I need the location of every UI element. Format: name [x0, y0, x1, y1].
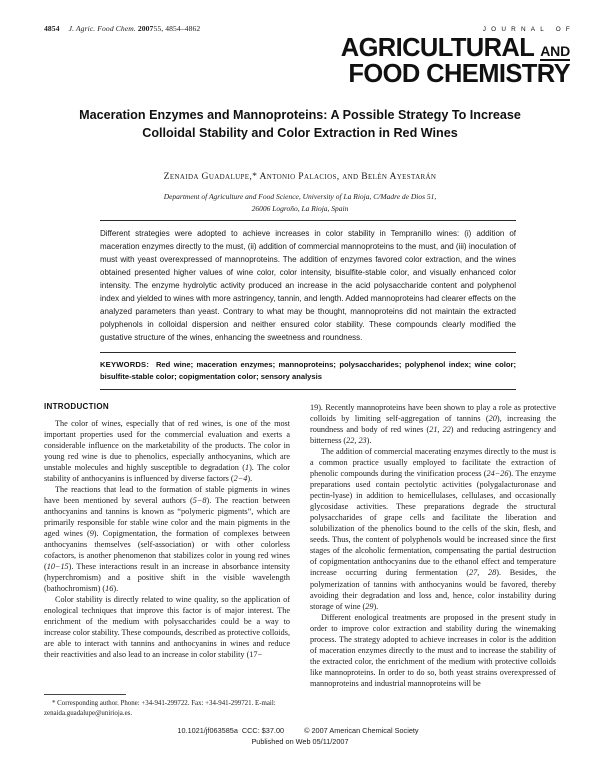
- footnote-text: * Corresponding author. Phone: +34-941-299722. Fax: +34-941-299721. E-mail: zenaida.guadalupe@unirioja.es.: [44, 700, 276, 717]
- affiliation: [90, 191, 510, 214]
- journal-pages: 4854–4862: [165, 24, 201, 33]
- journal-name: J. Agric. Food Chem.: [68, 24, 136, 33]
- journal-logo: [340, 26, 575, 88]
- doi-line: [0, 726, 600, 737]
- section-heading-introduction: INTRODUCTION: [44, 402, 109, 411]
- keywords-label: KEYWORDS:: [100, 359, 150, 369]
- ccc-price: CCC: $37.00: [241, 726, 285, 735]
- copyright: © 2007 American Chemical Society: [304, 726, 419, 735]
- keywords: [100, 359, 516, 383]
- abstract-rule-top: [100, 220, 516, 221]
- logo-line-2: FOOD CHEMISTRY: [348, 60, 570, 88]
- abstract-block: [100, 220, 516, 390]
- logo-and: AND: [540, 43, 570, 59]
- paragraph: The color of wines, especially that of red wines, is one of the most important properties used for the commercial evaluation and exerts a considerable influence on the marketability of the products. The color in young red wine is due to phenolics, especially anthocyanins, which are unstable molecules and highly susceptible to degradation (1). The color stability of anthocyanins is influenced by diverse factors (2−4).: [44, 418, 290, 483]
- corresponding-author-footnote: [44, 694, 290, 718]
- paragraph: Color stability is directly related to wine quality, so the application of enological techniques that improve this factor is of major interest. The enrichment of the medium with polysaccharides could be a way to increase color stability. These compounds, described as protective colloids, are able to interact with tannins and anthocyanins in wines and reduce their reactivities and also lead to an increase in color stability (17−: [44, 595, 291, 660]
- paragraph: 19). Recently mannoproteins have been shown to play a role as protective colloids by limiting self-aggregation of tannins (20), increasing the roundness and body of red wines (21, 22) and reducing astringency and bitterness (22, 23).: [310, 403, 557, 446]
- abstract-text: Different strategies were adopted to achieve increases in color stability in Tempranillo wines: (i) addition of maceration enzymes directly to the must, (ii) addition of commercial mannoproteins to the must, and (iii) inoculation of must with yeast overexpressed of mannoproteins. The addition of enzymes favored color extraction, and the wines obtained presented higher values of wine color, color intensity, bisulfite-stable color, and visually enhanced color intensity. The enzyme hydrolytic activity produced an increase in the acid polysaccharide content and polyphenol index and yielded to wines with more astringency, tannin, and length. Added mannoproteins had clearer effects on the analyzed parameters than yeast. Contrary to what may be thought, mannoproteins did not maintain the extracted polyphenols in colloidal dispersion and neither ensured color stability. These compounds clearly modified the gustative structure of the wines, enhancing the sweetness and roundness.: [100, 229, 516, 342]
- paragraph: The reactions that lead to the formation of stable pigments in wines have been mentioned by several authors (5−8). The reaction between anthocyanins and tannins is known as “polymeric pigments”, which are primarily responsible for stable wine color and the main pigments in the aged wines (9). Copigmentation, the formation of complexes between anthocyanins themselves (self-association) or with other colorless cofactors, is another phenomenon that stabilizes color in young red wines (10−15). These interactions result in an increase in absorbance intensity (hyperchromism) and a positive shift in the visible wavelength (bathochromism) (16).: [44, 484, 290, 594]
- page-folio: 4854: [44, 24, 60, 33]
- affiliation-line-1: Department of Agriculture and Food Science, University of La Rioja, C/Madre de Dios 51,: [163, 192, 437, 201]
- logo-agricultural: AGRICULTURAL: [340, 34, 534, 62]
- author-list: Zenaida Guadalupe,* Antonio Palacios, and Belén Ayestarán: [163, 171, 437, 182]
- footnote-rule: [44, 694, 126, 695]
- paragraph: The addition of commercial macerating enzymes directly to the must is a common practice usually employed to facilitate the extraction of phenolic compounds during the vinification process (24−26). The enzyme preparations used contain pectolytic activities (polygalacturonase and pectin-lyase) in addition to hemicellulases, cellulases, and occasionally glycosidase activities. These preparations degrade the structural polysaccharides of grape cells and facilitate the liberation and solubilization of the phenolics bound to the cells of the skin, flesh, and seeds. Thus, the content of polyphenols would be increased since the first stages of the alcoholic fermentation, compensating the partial destruction of copigmentation anthocyanins due to the ethanol effect and temperature increase occurring during fermentation (27, 28). Besides, the polymerization of tannins with anthocyanins would be favored, thereby avoiding their degradation and loss and, hence, color instability during storage of wine (29).: [310, 447, 557, 611]
- body-column-right: [310, 402, 556, 689]
- affiliation-line-2: 26006 Logroño, La Rioja, Spain: [251, 203, 349, 213]
- running-head: [44, 24, 200, 33]
- article-title: Maceration Enzymes and Mannoproteins: A Possible Strategy To Increase Colloidal Stability and Color Extraction in Red Wines: [79, 108, 521, 141]
- published-date: Published on Web 05/11/2007: [251, 736, 349, 746]
- logo-kicker: JOURNAL OF: [482, 26, 575, 33]
- paragraph: Different enological treatments are proposed in the present study in order to improve color extraction and stability during the winemaking process. The strategy adopted to achieve increases in color is the addition of maceration enzymes directly to the must and to increase the stability of the extracted color, the enrichment of the medium with protective colloids like mannoproteins. In order to do so, both yeast strains overexpressed of mannoproteins and industrial mannoproteins will be: [310, 612, 556, 688]
- colophon: [0, 726, 600, 748]
- doi: 10.1021/jf063585a: [177, 726, 238, 735]
- journal-volume: 55,: [153, 24, 164, 33]
- logo-line-1: [341, 35, 570, 61]
- journal-year: 2007: [137, 24, 154, 33]
- abstract-rule-bottom: [100, 389, 516, 390]
- body-column-left: [44, 402, 290, 660]
- abstract-rule-middle: [100, 352, 516, 353]
- keywords-list: Red wine; maceration enzymes; mannoproteins; polysaccharides; polyphenol index; wine color; bisulfite-stable color; copigmentation color; sensory analysis: [100, 359, 516, 381]
